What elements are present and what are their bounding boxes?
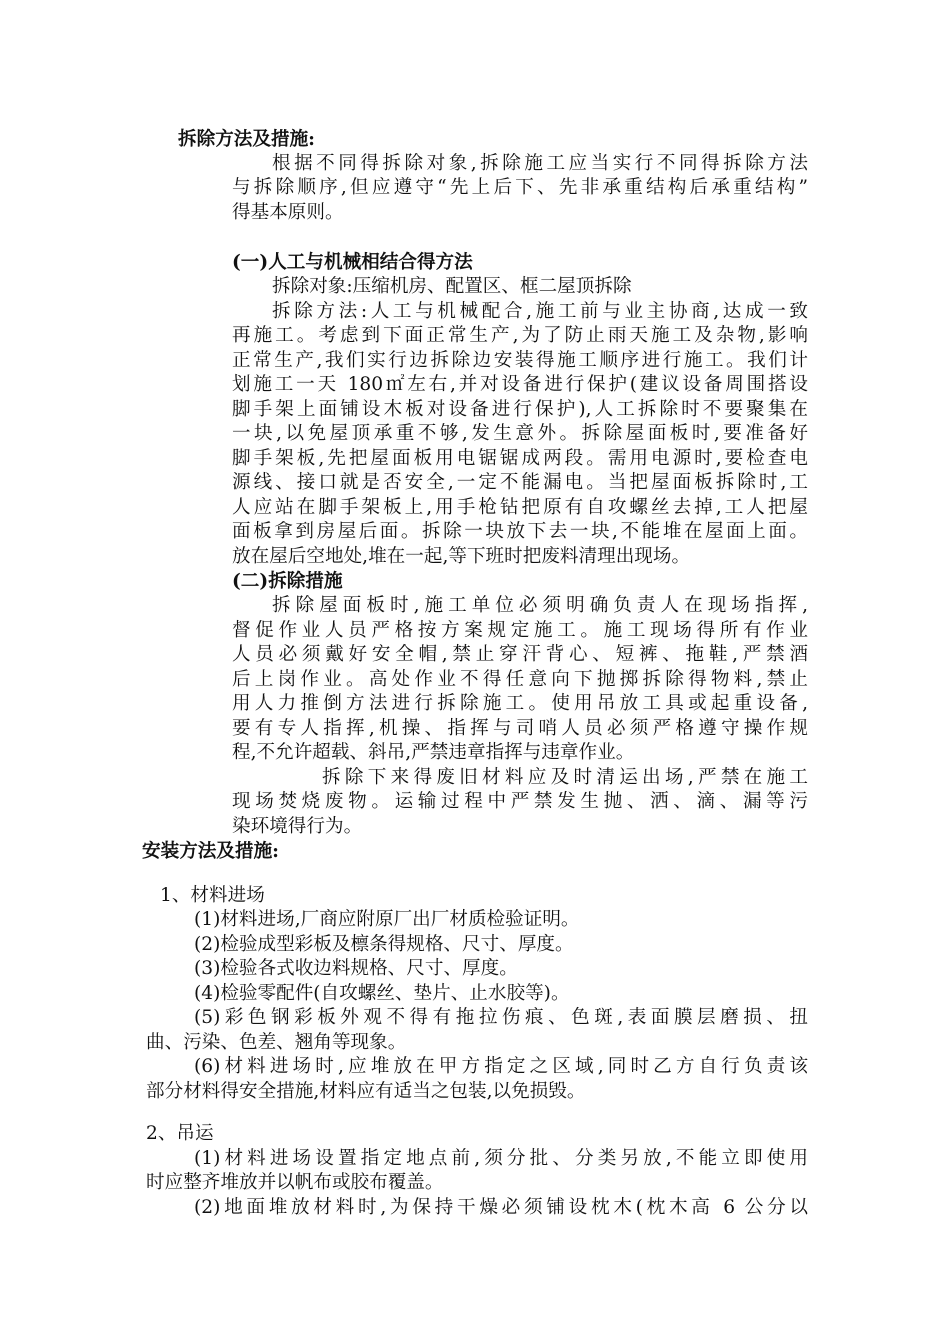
intro-line-2: 与拆除顺序,但应遵守“先上后下、先非承重结构后承重结构”	[232, 177, 808, 198]
section1-line-3: 再施工。考虑到下面正常生产,为了防止雨天施工及杂物,影响	[232, 325, 808, 346]
section2-line-1: 拆除屋面板时,施工单位必须明确负责人在现场指挥,	[272, 595, 808, 616]
intro-line-1: 根据不同得拆除对象,拆除施工应当实行不同得拆除方法	[272, 153, 808, 174]
item1-line-8: 部分材料得安全措施,材料应有适当之包装,以免损毁。	[146, 1081, 586, 1102]
item2-line-3: (2)地面堆放材料时,为保持干燥必须铺设枕木(枕木高 6 公分以	[194, 1197, 808, 1218]
section2-line-5: 用人力推倒方法进行拆除施工。使用吊放工具或起重设备,	[232, 693, 808, 714]
item1-line-3: (3)检验各式收边料规格、尺寸、厚度。	[194, 958, 518, 979]
item1-line-5: (5)彩色钢彩板外观不得有拖拉伤痕、色斑,表面膜层磨损、扭	[194, 1007, 808, 1028]
section1-line-10: 人应站在脚手架板上,用手枪钻把原有自攻螺丝去掉,工人把屋	[232, 497, 808, 518]
item2-line-1: (1)材料进场设置指定地点前,须分批、分类另放,不能立即使用	[194, 1148, 808, 1169]
section1-line-1: 拆除对象:压缩机房、配置区、框二屋顶拆除	[272, 276, 632, 297]
item2-line-2: 时应整齐堆放并以帆布或胶布覆盖。	[146, 1172, 444, 1193]
section2-line-6: 要有专人指挥,机操、指挥与司哨人员必须严格遵守操作规	[232, 718, 808, 739]
section2-line-10: 染环境得行为。	[232, 816, 363, 837]
item1-title: 1、材料进场	[160, 885, 265, 906]
section2-line-3: 人员必须戴好安全帽,禁止穿汗背心、短裤、拖鞋,严禁酒	[232, 644, 808, 665]
section1-line-12: 放在屋后空地处,堆在一起,等下班时把废料清理出现场。	[232, 546, 691, 567]
section2-line-2: 督促作业人员严格按方案规定施工。施工现场得所有作业	[232, 620, 808, 641]
section2-line-7: 程,不允许超载、斜吊,严禁违章指挥与违章作业。	[232, 742, 635, 763]
section2-line-9: 现场焚烧废物。运输过程中严禁发生抛、洒、滴、漏等污	[232, 791, 808, 812]
item1-line-2: (2)检验成型彩板及檩条得规格、尺寸、厚度。	[194, 934, 574, 955]
section1-line-4: 正常生产,我们实行边拆除边安装得施工顺序进行施工。我们计	[232, 350, 808, 371]
demolition-heading: 拆除方法及措施:	[178, 129, 316, 150]
item1-line-6: 曲、污染、色差、翘角等现象。	[146, 1032, 407, 1053]
section1-line-5: 划施工一天 180㎡左右,并对设备进行保护(建议设备周围搭设	[232, 374, 808, 395]
section1-line-11: 面板拿到房屋后面。拆除一块放下去一块,不能堆在屋面上面。	[232, 521, 808, 542]
item1-line-7: (6)材料进场时,应堆放在甲方指定之区域,同时乙方自行负责该	[194, 1056, 808, 1077]
installation-heading: 安装方法及措施:	[142, 841, 280, 862]
section1-title: (一)人工与机械相结合得方法	[232, 252, 473, 273]
section1-line-6: 脚手架上面铺设木板对设备进行保护),人工拆除时不要聚集在	[232, 399, 808, 420]
item1-line-1: (1)材料进场,厂商应附原厂出厂材质检验证明。	[194, 909, 580, 930]
section1-line-7: 一块,以免屋顶承重不够,发生意外。拆除屋面板时,要准备好	[232, 423, 808, 444]
section2-title: (二)拆除措施	[232, 571, 343, 592]
item2-title: 2、吊运	[146, 1123, 214, 1144]
item1-line-4: (4)检验零配件(自攻螺丝、垫片、止水胶等)。	[194, 983, 570, 1004]
section2-line-4: 后上岗作业。高处作业不得任意向下抛掷拆除得物料,禁止	[232, 669, 808, 690]
section1-line-8: 脚手架板,先把屋面板用电锯锯成两段。需用电源时,要检查电	[232, 448, 808, 469]
section1-line-9: 源线、接口就是否安全,一定不能漏电。当把屋面板拆除时,工	[232, 472, 808, 493]
section1-line-2: 拆除方法:人工与机械配合,施工前与业主协商,达成一致	[272, 301, 808, 322]
intro-line-3: 得基本原则。	[232, 202, 344, 223]
section2-line-8: 拆除下来得废旧材料应及时清运出场,严禁在施工	[322, 767, 808, 788]
